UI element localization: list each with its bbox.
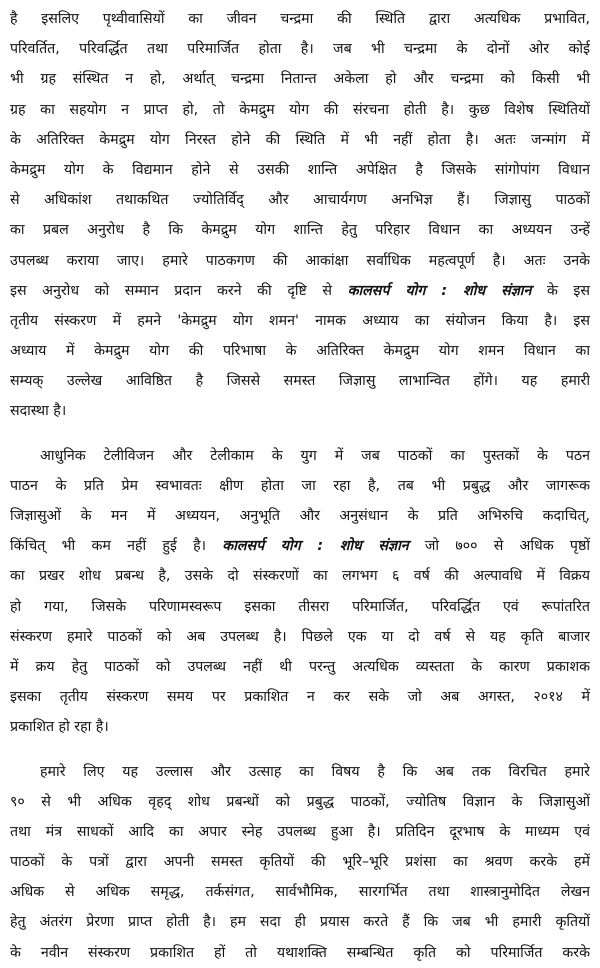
text-line: अधिक से अधिक समृद्ध, तर्कसंगत, सार्वभौमिक, सारगर्भित तथा शास्त्रानुमोदित लेखन (10, 884, 590, 901)
text-line: प्रकाशित हो रहा है। (10, 719, 109, 736)
text-line: अध्याय में केमद्रुम योग की परिभाषा के अतिरिक्त केमद्रुम योग शमन विधान का (10, 343, 590, 360)
text-line: हेतु अंतरंग प्रेरणा प्राप्त होती है। हम सदा ही प्रयास करते हैं कि जब भी हमारी कृतियों (10, 914, 590, 931)
text-line: है इसलिए पृथ्वीवासियों का जीवन चन्द्रमा की स्थिति द्वारा अत्यधिक प्रभावित, (10, 11, 590, 27)
text-line: के नवीन संस्करण प्रकाशित हों तो यथाशक्ति सम्बन्धित कृति को परिमार्जित करके (10, 944, 590, 961)
book-title: कालसर्प योग : शोध संज्ञान (347, 282, 532, 299)
text-segment: के इस (531, 282, 590, 299)
book-title: कालसर्प योग : शोध संज्ञान (222, 538, 409, 555)
text-line-with-title (10, 531, 590, 561)
paragraph-3 (10, 757, 590, 968)
paragraph-2 (10, 441, 590, 743)
text-line: का प्रखर शोध प्रबन्ध है, उसके दो संस्करणों का लगभग ६ वर्ष की अल्पावधि में विक्रय (10, 568, 590, 585)
text-segment: किंचित् भी कम नहीं हुई है। (10, 538, 223, 555)
text-line: से अधिकांश तथाकथित ज्योतिर्विद् और आचार्यगण अनभिज्ञ हैं। जिज्ञासु पाठकों (10, 192, 590, 209)
text-line: पाठकों के पत्रों द्वारा अपनी समस्त कृतियों की भूरि–भूरि प्रशंसा का श्रवण करके हमें (10, 854, 590, 871)
text-line: तृतीय संस्करण में हमने 'केमद्रुम योग शमन' नामक अध्याय का संयोजन किया है। इस (10, 312, 590, 329)
text-line: भी ग्रह संस्थित न हो, अर्थात् चन्द्रमा नितान्त अकेला हो और चन्द्रमा को किसी भी (10, 71, 590, 88)
text-line: तथा मंत्र साधकों आदि का अपार स्नेह उपलब्ध हुआ है। प्रतिदिन दूरभाष के माध्यम एवं (10, 823, 590, 840)
text-line: सम्यक् उल्लेख आविष्ठित है जिससे समस्त जिज्ञासु लाभान्वित होंगे। यह हमारी (10, 373, 590, 390)
text-line: ग्रह का सहयोग न प्राप्त हो, तो केमद्रुम योग की संरचना होती है। कुछ विशेष स्थितियों (10, 101, 590, 118)
text-line: सदास्था है। (10, 403, 67, 420)
text-line: में क्रय हेतु पाठकों को उपलब्ध नहीं थी परन्तु अत्यधिक व्यस्तता के कारण प्रकाशक (10, 658, 590, 675)
text-line: परिवर्तित, परिवर्द्धित तथा परिमार्जित होता है। जब भी चन्द्रमा के दोनों ओर कोई (10, 41, 590, 58)
paragraph-gap (10, 427, 590, 441)
text-line: पाठन के प्रति प्रेम स्वभावतः क्षीण होता जा रहा है, तब भी प्रबुद्ध और जागरूक (10, 477, 590, 494)
text-line-with-title (10, 276, 590, 306)
text-segment: इस अनुरोध को सम्मान प्रदान करने की दृष्टि से (10, 282, 348, 299)
text-line: के अतिरिक्त केमद्रुम योग निरस्त होने की स्थिति में भी नहीं होता है। अतः जन्मांग में (10, 131, 590, 148)
text-line: ९० से भी अधिक वृहद् शोध प्रबन्धों को प्रबुद्ध पाठकों, ज्योतिष विज्ञान के जिज्ञासुओं (10, 793, 590, 810)
text-line: केमद्रुम योग के विद्यमान होने से उसकी शान्ति अपेक्षित है जिसके सांगोपांग विधान (10, 161, 590, 178)
text-line: हो गया, जिसके परिणामस्वरूप इसका तीसरा परिमार्जित, परिवर्द्धित एवं रूपांतरित (10, 598, 590, 615)
text-line: आधुनिक टेलीविजन और टेलीकाम के युग में जब पाठकों का पुस्तकों के पठन (40, 447, 590, 464)
text-line: उपलब्ध कराया जाए। हमारे पाठकगण की आकांक्षा सर्वाधिक महत्वपूर्ण है। अतः उनके (10, 252, 590, 269)
text-line: इसका तृतीय संस्करण समय पर प्रकाशित न कर सके जो अब अगस्त, २०१४ में (10, 689, 590, 706)
paragraph-gap (10, 743, 590, 757)
paragraph-1 (10, 4, 590, 427)
text-line: हमारे लिए यह उल्लास और उत्साह का विषय है कि अब तक विरचित हमारे (40, 763, 590, 780)
text-segment: जो ७०० से अधिक पृष्ठों (408, 538, 590, 555)
text-line: संस्करण हमारे पाठकों को अब उपलब्ध है। पिछले एक या दो वर्ष से यह कृति बाजार (10, 628, 590, 645)
text-line: जिज्ञासुओं के मन में अध्ययन, अनुभूति और अनुसंधान के प्रति अभिरुचि कदाचित्, (10, 508, 590, 524)
text-line: का प्रबल अनुरोध है कि केमद्रुम योग शान्ति हेतु परिहार विधान का अध्ययन उन्हें (10, 222, 590, 239)
